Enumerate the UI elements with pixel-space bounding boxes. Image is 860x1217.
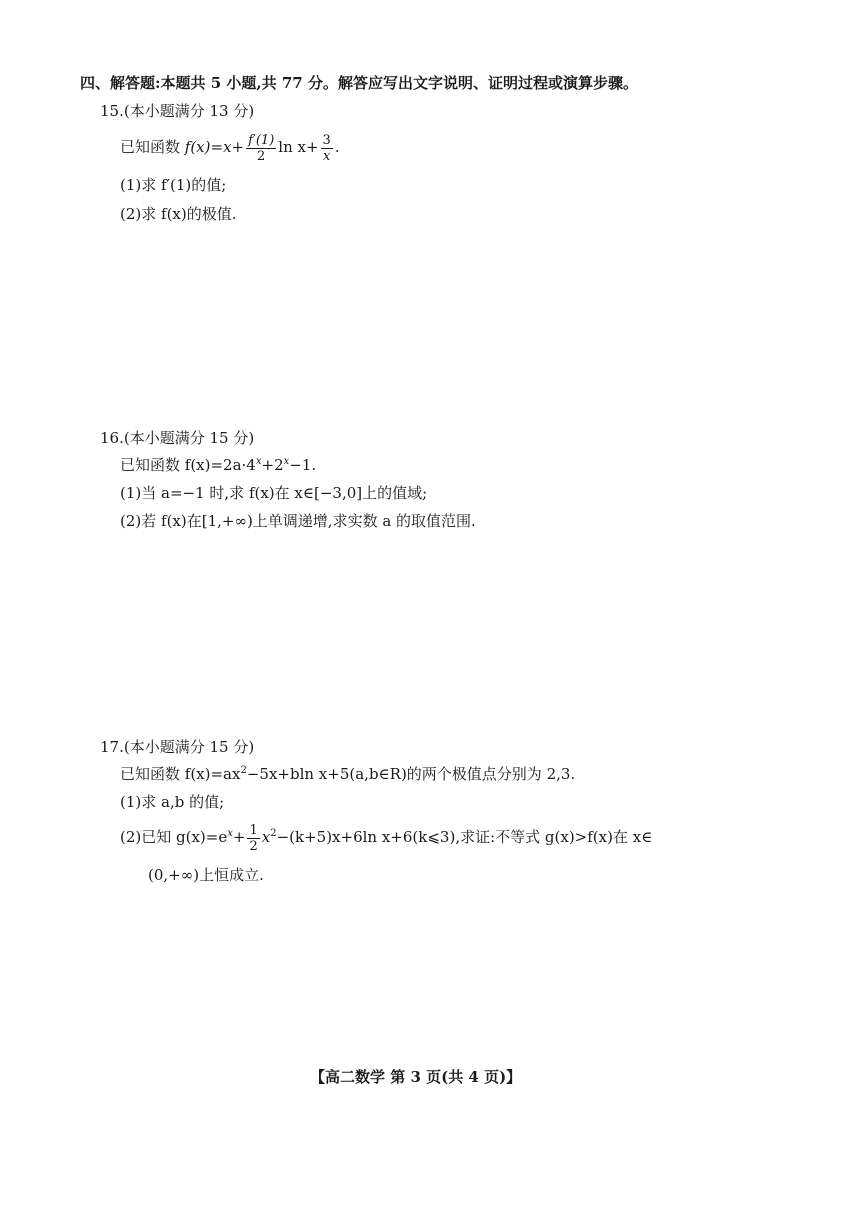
q15-stem-fx: f(x)=x+ (184, 138, 245, 156)
q15-stem-end: . (334, 138, 340, 156)
q16-part1: (1)当 a=−1 时,求 f(x)在 x∈[−3,0]上的值域; (120, 484, 428, 502)
q17-heading: 17.(本小题满分 15 分) (100, 738, 255, 756)
q17-part2-rest: −(k+5)x+6ln x+6(k⩽3),求证:不等式 g(x)>f(x)在 x∈ (276, 828, 653, 846)
q17-frac-denominator: 2 (249, 838, 258, 854)
q15-frac1-denominator: 2 (257, 148, 266, 164)
q17-stem-end: −5x+bln x+5(a,b∈R)的两个极值点分别为 2,3. (246, 765, 576, 783)
q16-exp2: x (283, 456, 290, 467)
q17-part2-continuation: (0,+∞)上恒成立. (148, 866, 264, 884)
q15-heading: 15.(本小题满分 13 分) (100, 102, 255, 120)
q17-part2 (120, 820, 652, 854)
q16-stem-mid: +2 (261, 456, 284, 474)
q17-part2-prefix: (2)已知 g(x)=e (120, 828, 228, 846)
q15-fraction-1 (246, 133, 276, 164)
q15-stem-prefix: 已知函数 (120, 138, 185, 156)
q15-frac1-numerator: f′(1) (248, 132, 275, 148)
q16-part2: (2)若 f(x)在[1,+∞)上单调递增,求实数 a 的取值范围. (120, 512, 476, 530)
q16-heading: 16.(本小题满分 15 分) (100, 429, 255, 447)
q17-part2-exp2: 2 (270, 828, 277, 839)
q17-part1: (1)求 a,b 的值; (120, 793, 225, 811)
q15-part1: (1)求 f′(1)的值; (120, 176, 227, 194)
q17-exp1: 2 (240, 765, 247, 776)
q16-stem (120, 454, 316, 476)
q17-part2-exp1: x (227, 828, 233, 839)
q15-stem (120, 130, 340, 164)
q15-frac2-denominator: x (323, 148, 331, 164)
q15-stem-mid: ln x+ (278, 138, 319, 156)
q17-fraction (247, 823, 259, 854)
q16-exp1: x (255, 456, 262, 467)
q16-stem-prefix: 已知函数 f(x)=2a·4 (120, 456, 256, 474)
q17-part2-x: x (261, 828, 271, 846)
q15-part2: (2)求 f(x)的极值. (120, 205, 237, 223)
q16-stem-end: −1. (289, 456, 317, 474)
q17-frac-numerator: 1 (249, 822, 258, 838)
q17-part2-plus: + (232, 828, 246, 846)
q15-frac2-numerator: 3 (322, 132, 331, 148)
page-footer: 【高二数学 第 3 页(共 4 页)】 (310, 1068, 522, 1086)
q17-stem (120, 763, 575, 785)
q17-stem-prefix: 已知函数 f(x)=ax (120, 765, 241, 783)
section-header: 四、解答题:本题共 5 小题,共 77 分。解答应写出文字说明、证明过程或演算步骤。 (80, 74, 638, 92)
q15-fraction-2 (321, 133, 333, 164)
